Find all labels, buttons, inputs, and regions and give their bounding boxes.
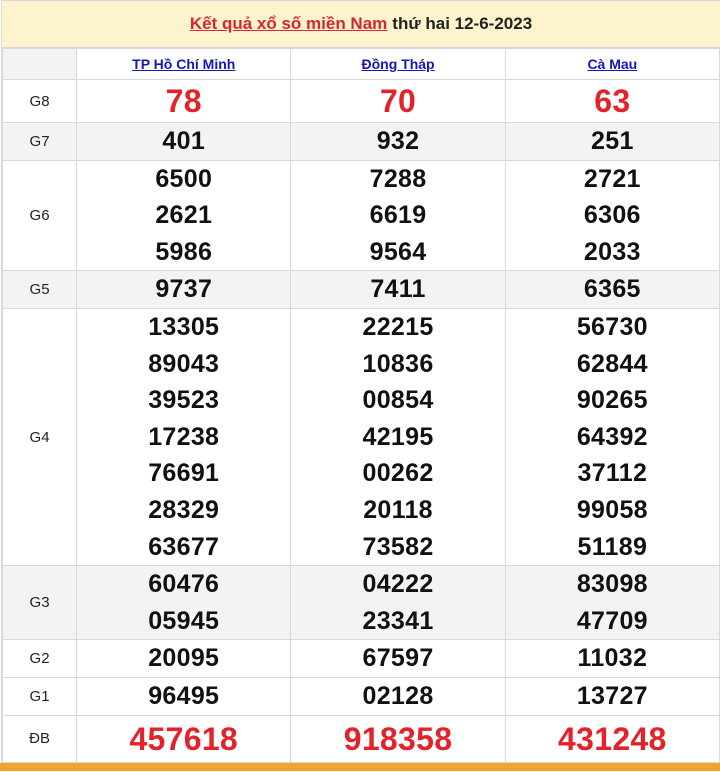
prize-number: 02128 bbox=[362, 681, 434, 710]
prize-number: 22215 bbox=[362, 312, 434, 341]
prize-number: 9737 bbox=[155, 275, 213, 304]
prize-number: 05945 bbox=[148, 606, 220, 635]
header-corner bbox=[3, 49, 77, 80]
prize-number: 23341 bbox=[362, 606, 434, 635]
prize-row bbox=[3, 677, 720, 715]
prize-label: G2 bbox=[3, 640, 77, 678]
prize-number: 20118 bbox=[363, 495, 433, 524]
prize-cell bbox=[77, 566, 291, 640]
region-results-link[interactable]: Kết quả xổ số miền Nam bbox=[189, 14, 388, 33]
prize-number: 6500 bbox=[155, 164, 213, 193]
prize-number: 431248 bbox=[558, 720, 667, 757]
prize-label: G6 bbox=[3, 160, 77, 271]
prize-number: 78 bbox=[165, 83, 202, 119]
prize-number: 13305 bbox=[148, 312, 220, 341]
results-title bbox=[2, 1, 720, 48]
prize-number: 6619 bbox=[369, 201, 427, 230]
results-table bbox=[2, 48, 720, 763]
prize-number: 99058 bbox=[576, 495, 648, 524]
prize-cell bbox=[505, 308, 719, 565]
prize-row bbox=[3, 160, 720, 271]
prize-cell bbox=[505, 566, 719, 640]
prize-number: 5986 bbox=[155, 237, 213, 266]
prize-row bbox=[3, 271, 720, 309]
province-link-dong-thap[interactable]: Đồng Tháp bbox=[361, 56, 435, 72]
prize-number: 37112 bbox=[577, 459, 648, 488]
prize-number: 00854 bbox=[362, 386, 434, 415]
prize-cell bbox=[291, 677, 505, 715]
prize-row bbox=[3, 566, 720, 640]
prize-cell bbox=[291, 715, 505, 762]
footer-bar bbox=[0, 763, 720, 771]
prize-number: 83098 bbox=[576, 570, 648, 599]
prize-cell bbox=[291, 566, 505, 640]
prize-cell bbox=[505, 160, 719, 271]
prize-number: 11032 bbox=[577, 644, 648, 673]
prize-label: G3 bbox=[3, 566, 77, 640]
prize-number: 42195 bbox=[362, 422, 434, 451]
prize-number: 67597 bbox=[362, 644, 434, 673]
province-header-row bbox=[3, 49, 720, 80]
prize-cell bbox=[291, 160, 505, 271]
prize-cell bbox=[77, 308, 291, 565]
prize-cell bbox=[505, 80, 719, 123]
prize-cell bbox=[505, 123, 719, 161]
prize-cell bbox=[77, 160, 291, 271]
prize-number: 51189 bbox=[577, 532, 648, 561]
prize-number: 13727 bbox=[576, 681, 648, 710]
prize-cell bbox=[291, 80, 505, 123]
prize-number: 70 bbox=[379, 83, 417, 119]
province-link-hcm[interactable]: TP Hồ Chí Minh bbox=[132, 56, 236, 72]
prize-number: 6365 bbox=[583, 275, 641, 304]
prize-cell bbox=[77, 640, 291, 678]
prize-cell bbox=[291, 640, 505, 678]
prize-number: 2721 bbox=[583, 164, 641, 193]
prize-cell bbox=[77, 123, 291, 161]
prize-cell bbox=[505, 677, 719, 715]
prize-number: 73582 bbox=[362, 532, 434, 561]
prize-row bbox=[3, 123, 720, 161]
prize-number: 96495 bbox=[148, 681, 220, 710]
prize-cell bbox=[291, 271, 505, 309]
prize-cell bbox=[77, 80, 291, 123]
prize-cell bbox=[77, 271, 291, 309]
prize-number: 20095 bbox=[148, 644, 220, 673]
prize-number: 39523 bbox=[148, 386, 220, 415]
prize-number: 918358 bbox=[343, 720, 453, 757]
prize-number: 47709 bbox=[576, 606, 648, 635]
prize-number: 932 bbox=[376, 127, 420, 155]
prize-number: 63 bbox=[594, 83, 631, 119]
prize-number: 2621 bbox=[155, 201, 213, 230]
prize-cell bbox=[291, 123, 505, 161]
prize-number: 10836 bbox=[362, 349, 434, 378]
prize-row bbox=[3, 308, 720, 565]
prize-cell bbox=[505, 640, 719, 678]
prize-number: 17238 bbox=[148, 422, 220, 451]
prize-number: 6306 bbox=[583, 201, 641, 230]
province-header bbox=[77, 49, 291, 80]
prize-label: G8 bbox=[3, 80, 77, 123]
province-link-ca-mau[interactable]: Cà Mau bbox=[587, 56, 638, 72]
draw-date: thứ hai 12-6-2023 bbox=[392, 14, 533, 33]
prize-number: 251 bbox=[591, 127, 634, 155]
prize-cell bbox=[291, 308, 505, 565]
prize-number: 90265 bbox=[576, 386, 648, 415]
prize-cell bbox=[77, 715, 291, 762]
province-header bbox=[291, 49, 505, 80]
prize-cell bbox=[505, 715, 719, 762]
prize-label: ĐB bbox=[3, 715, 77, 762]
prize-number: 89043 bbox=[148, 349, 220, 378]
prize-label: G1 bbox=[3, 677, 77, 715]
prize-number: 60476 bbox=[148, 570, 220, 599]
prize-number: 7411 bbox=[370, 275, 426, 304]
prize-cell bbox=[77, 677, 291, 715]
province-header bbox=[505, 49, 719, 80]
prize-number: 64392 bbox=[576, 422, 648, 451]
prize-number: 56730 bbox=[576, 312, 648, 341]
prize-row bbox=[3, 715, 720, 762]
prize-number: 76691 bbox=[148, 459, 220, 488]
prize-number: 63677 bbox=[148, 532, 220, 561]
prize-number: 457618 bbox=[129, 720, 239, 757]
prize-number: 9564 bbox=[369, 237, 427, 266]
prize-number: 7288 bbox=[369, 164, 427, 193]
prize-row bbox=[3, 640, 720, 678]
prize-number: 62844 bbox=[576, 349, 648, 378]
prize-label: G4 bbox=[3, 308, 77, 565]
prize-label: G5 bbox=[3, 271, 77, 309]
prize-label: G7 bbox=[3, 123, 77, 161]
prize-row bbox=[3, 80, 720, 123]
results-panel bbox=[1, 0, 720, 763]
prize-number: 28329 bbox=[148, 495, 220, 524]
prize-number: 401 bbox=[162, 127, 206, 155]
prize-number: 2033 bbox=[583, 237, 641, 266]
prize-cell bbox=[505, 271, 719, 309]
prize-number: 04222 bbox=[362, 570, 434, 599]
prize-number: 00262 bbox=[362, 459, 434, 488]
